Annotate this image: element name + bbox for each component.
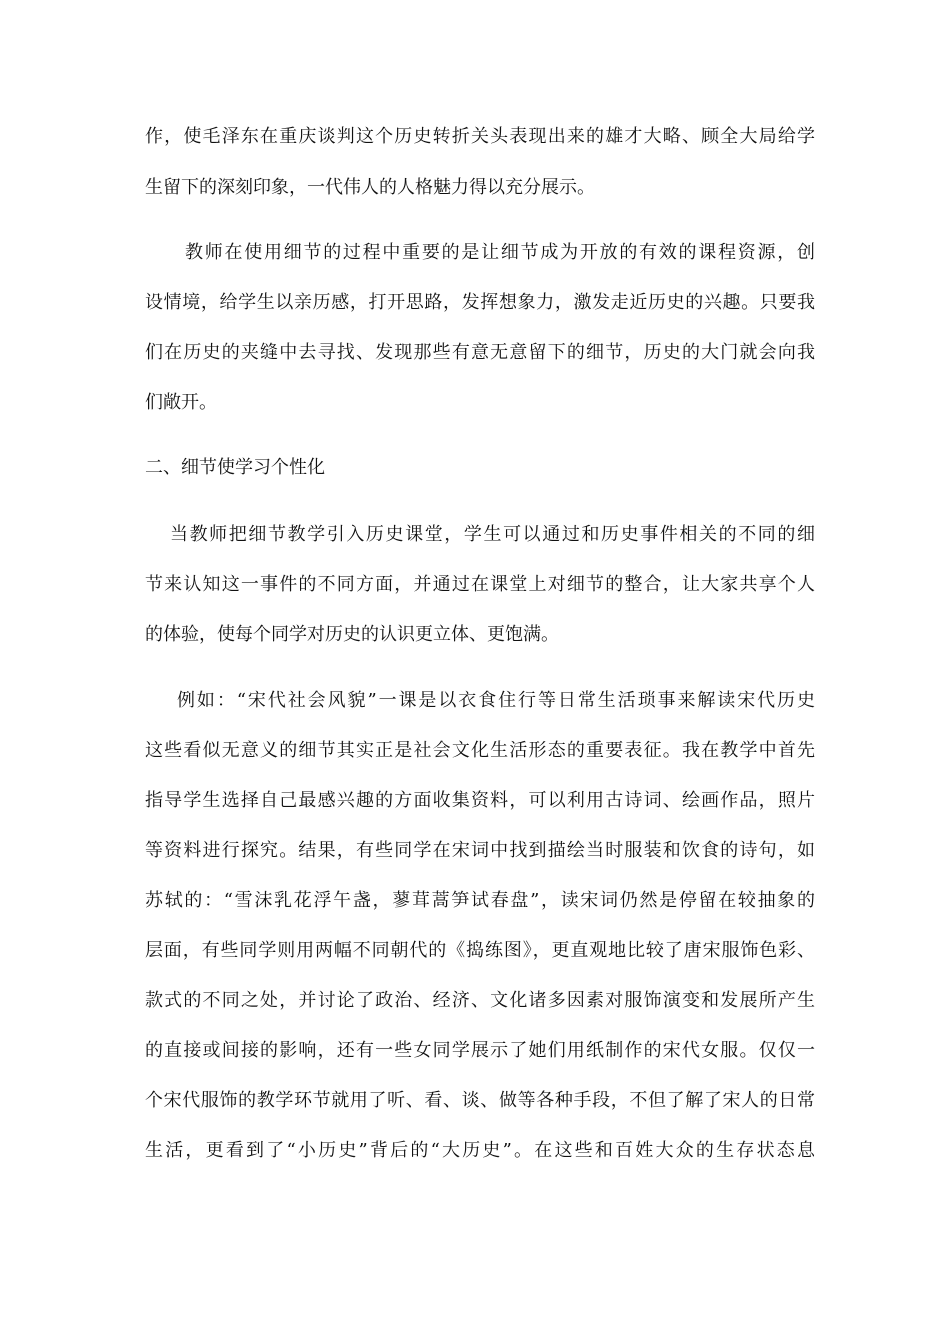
paragraph-2-line-2: 设情境，给学生以亲历感，打开思路，发挥想象力，激发走近历史的兴趣。只要我: [145, 292, 815, 313]
paragraph-4-line-4: 等资料进行探究。结果，有些同学在宋词中找到描绘当时服装和饮食的诗句，如: [145, 840, 815, 861]
paragraph-4-line-5: 苏轼的：“雪沫乳花浮午盏，蓼茸蒿笋试春盘”，读宋词仍然是停留在较抽象的: [145, 890, 815, 911]
paragraph-4-line-8: 的直接或间接的影响，还有一些女同学展示了她们用纸制作的宋代女服。仅仅一: [145, 1040, 815, 1061]
section-heading: 二、细节使学习个性化: [145, 457, 325, 478]
paragraph-4-line-10: 生活，更看到了“小历史”背后的“大历史”。在这些和百姓大众的生存状态息: [145, 1140, 815, 1161]
paragraph-3-line-1: 当教师把细节教学引入历史课堂，学生可以通过和历史事件相关的不同的细: [170, 524, 815, 545]
paragraph-1-line-1: 作，使毛泽东在重庆谈判这个历史转折关头表现出来的雄才大略、顾全大局给学: [145, 126, 815, 147]
paragraph-2-line-1: 教师在使用细节的过程中重要的是让细节成为开放的有效的课程资源，创: [185, 242, 815, 263]
paragraph-2-line-4: 们敞开。: [145, 392, 217, 413]
paragraph-4-line-9: 个宋代服饰的教学环节就用了听、看、谈、做等各种手段，不但了解了宋人的日常: [145, 1090, 815, 1111]
paragraph-3-line-3: 的体验，使每个同学对历史的认识更立体、更饱满。: [145, 624, 559, 645]
paragraph-4-line-2: 这些看似无意义的细节其实正是社会文化生活形态的重要表征。我在教学中首先: [145, 740, 815, 761]
paragraph-4-line-6: 层面，有些同学则用两幅不同朝代的《捣练图》，更直观地比较了唐宋服饰色彩、: [145, 940, 815, 961]
paragraph-4-line-7: 款式的不同之处，并讨论了政治、经济、文化诸多因素对服饰演变和发展所产生: [145, 990, 815, 1011]
paragraph-1-line-2: 生留下的深刻印象，一代伟人的人格魅力得以充分展示。: [145, 177, 595, 198]
paragraph-4-line-3: 指导学生选择自己最感兴趣的方面收集资料，可以利用古诗词、绘画作品，照片: [145, 790, 815, 811]
paragraph-4-line-1: 例如：“宋代社会风貌”一课是以衣食住行等日常生活琐事来解读宋代历史: [177, 690, 815, 711]
paragraph-2-line-3: 们在历史的夹缝中去寻找、发现那些有意无意留下的细节，历史的大门就会向我: [145, 342, 815, 363]
paragraph-3-line-2: 节来认知这一事件的不同方面，并通过在课堂上对细节的整合，让大家共享个人: [145, 574, 815, 595]
